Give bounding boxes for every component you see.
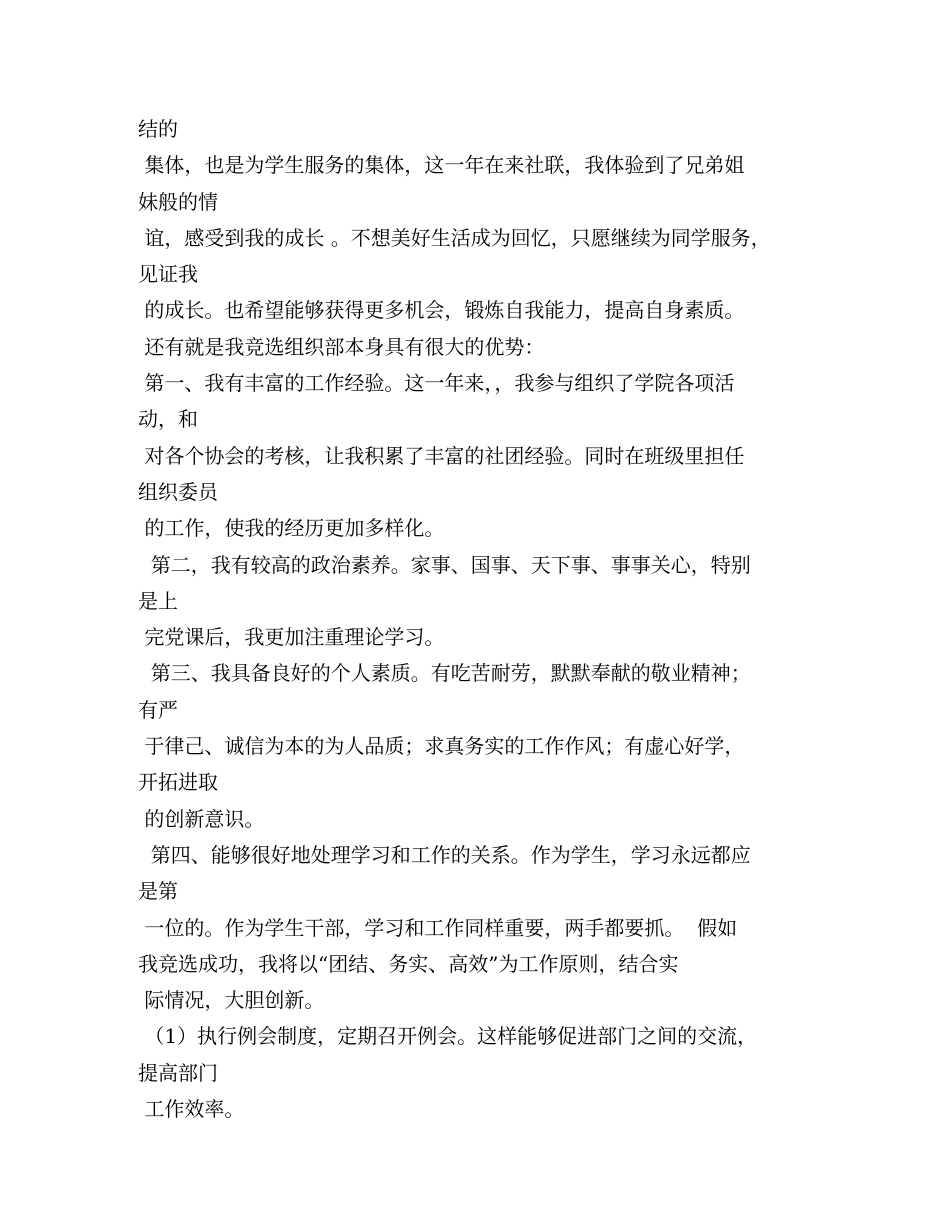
text-line: 妹般的情 [138, 189, 218, 214]
text-line: 际情况，大胆创新。 [138, 988, 325, 1013]
document-body [138, 111, 828, 1127]
text-line: 结的 [138, 117, 178, 141]
text-line: 的成长。也希望能够获得更多机会，锻炼自我能力，提高自身素质。 [138, 298, 745, 323]
text-line: 是第 [138, 879, 178, 904]
text-line: 谊，感受到我的成长 。不想美好生活成为回忆，只愿继续为同学服务， [138, 225, 771, 250]
text-line: 工作效率。 [138, 1097, 245, 1122]
text-line: 提高部门 [138, 1060, 218, 1085]
text-line: 完党课后，我更加注重理论学习。 [138, 625, 445, 650]
text-line: 第二，我有较高的政治素养。家事、国事、天下事、事事关心，特别 [138, 552, 751, 577]
text-line: 开拓进取 [138, 770, 218, 795]
text-line: （1）执行例会制度，定期召开例会。这样能够促进部门之间的交流， [138, 1024, 758, 1049]
text-line: 是上 [138, 588, 178, 613]
text-line: 还有就是我竞选组织部本身具有很大的优势： [138, 334, 545, 359]
text-line: 一位的。作为学生干部，学习和工作同样重要，两手都要抓。 假如 [138, 915, 738, 940]
text-line: 第三、我具备良好的个人素质。有吃苦耐劳，默默奉献的敬业精神； [138, 661, 751, 686]
text-line: 第四、能够很好地处理学习和工作的关系。作为学生，学习永远都应 [138, 842, 751, 867]
text-line: 集体，也是为学生服务的集体，这一年在来社联，我体验到了兄弟姐 [138, 153, 745, 178]
text-line: 组织委员 [138, 479, 218, 504]
text-line: 的创新意识。 [138, 806, 265, 831]
text-line: 的工作，使我的经历更加多样化。 [138, 516, 445, 541]
text-line: 有严 [138, 697, 178, 722]
text-line: 见证我 [138, 262, 198, 287]
text-line: 我竞选成功，我将以“团结、务实、高效”为工作原则，结合实 [138, 951, 679, 976]
text-line: 对各个协会的考核，让我积累了丰富的社团经验。同时在班级里担任 [138, 443, 745, 468]
text-line: 于律己、诚信为本的为人品质；求真务实的工作作风；有虚心好学， [138, 734, 745, 759]
text-line: 动，和 [138, 407, 198, 432]
text-line: 第一、我有丰富的工作经验。这一年来，，我参与组织了学院各项活 [138, 371, 735, 396]
